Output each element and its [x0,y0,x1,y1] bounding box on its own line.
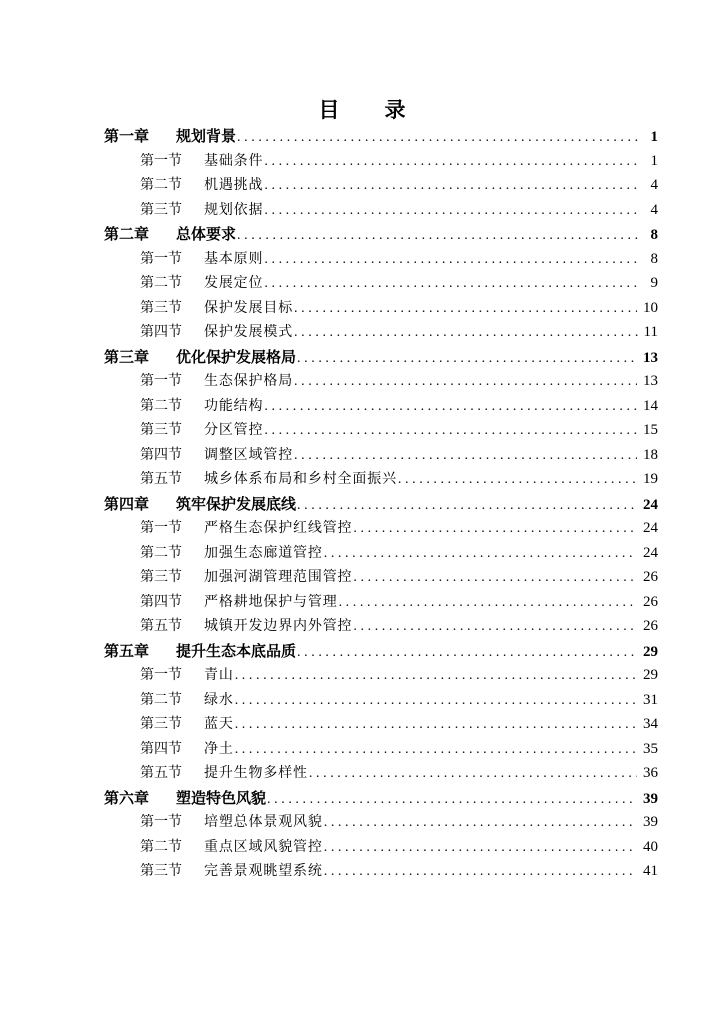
section-name: 加强生态廊道管控 [204,544,323,561]
dot-leader [294,297,637,321]
toc-section-entry[interactable] [104,320,658,345]
chapter-name: 总体要求 [176,225,237,243]
section-name: 规划依据 [204,201,264,218]
toc-section-entry[interactable] [104,737,658,762]
toc-section-entry[interactable] [104,761,658,786]
section-number: 第一节 [140,667,182,683]
dot-leader [353,566,637,590]
section-label [140,859,323,884]
section-label [140,835,323,860]
section-label [140,688,234,713]
chapter-name: 筑牢保护发展底线 [176,494,297,513]
section-label [140,737,234,762]
toc-section-entry[interactable] [104,198,658,223]
section-number: 第二节 [140,177,182,193]
section-label [140,296,293,321]
toc-section-entry[interactable] [104,541,658,566]
dot-leader [264,272,638,296]
chapter-number: 第二章 [104,225,150,243]
dot-leader [237,224,638,247]
section-number: 第三节 [140,201,182,218]
section-label [140,394,263,419]
section-name: 机遇挑战 [204,177,264,193]
section-number: 第一节 [140,373,182,389]
section-number: 第一节 [140,152,182,169]
section-number: 第三节 [140,299,182,316]
section-name: 净土 [204,740,234,757]
dot-leader [294,370,637,394]
section-number: 第一节 [140,814,182,830]
section-label [140,712,234,737]
section-name: 保护发展模式 [204,324,294,340]
chapter-name: 优化保护发展格局 [176,347,297,366]
dot-leader [264,174,638,198]
chapter-number: 第四章 [104,494,150,513]
section-label [140,247,263,272]
section-page-number: 9 [650,275,658,291]
chapter-name: 规划背景 [176,127,237,145]
section-label [140,173,263,198]
chapter-page-number: 39 [643,790,658,807]
dot-leader [353,615,637,639]
chapter-label [104,345,296,370]
section-page-number: 34 [643,716,658,732]
toc-section-entry[interactable] [104,418,658,443]
section-name: 青山 [204,667,234,683]
section-page-number: 24 [643,544,658,561]
chapter-label [104,222,236,247]
section-page-number: 10 [643,299,658,316]
toc-section-entry[interactable] [104,369,658,394]
section-page-number: 18 [643,446,658,463]
section-page-number: 29 [643,667,658,683]
section-label [140,516,352,541]
chapter-label [104,786,266,811]
chapter-page-number: 13 [643,349,658,366]
dot-leader [297,347,637,370]
section-page-number: 15 [643,422,658,438]
section-name: 重点区域风貌管控 [204,838,323,855]
section-page-number: 13 [643,373,658,389]
chapter-page-number: 1 [650,129,658,145]
dot-leader [324,836,637,860]
section-page-number: 26 [643,569,658,585]
toc-section-entry[interactable] [104,835,658,860]
section-number: 第三节 [140,716,182,732]
section-label [140,149,263,174]
dot-leader [267,788,637,811]
section-label [140,443,293,468]
section-number: 第四节 [140,324,182,340]
section-name: 功能结构 [204,397,264,414]
section-page-number: 1 [650,152,658,169]
toc-section-entry[interactable] [104,394,658,419]
section-number: 第五节 [140,618,182,634]
toc-section-entry[interactable] [104,590,658,615]
toc-chapter-entry[interactable] [104,786,658,811]
chapter-label [104,492,296,517]
dot-leader [264,248,638,272]
dot-leader [398,468,637,492]
section-page-number: 11 [643,324,658,340]
section-name: 保护发展目标 [204,299,294,316]
section-page-number: 19 [643,471,658,487]
section-number: 第二节 [140,838,182,855]
toc-section-entry[interactable] [104,663,658,688]
chapter-page-number: 8 [650,227,658,243]
toc-chapter-entry[interactable] [104,345,658,370]
section-label [140,198,263,223]
section-name: 严格生态保护红线管控 [204,520,353,536]
section-number: 第二节 [140,275,182,291]
chapter-number: 第六章 [104,788,150,807]
section-number: 第三节 [140,863,182,879]
section-label [140,761,308,786]
section-name: 调整区域管控 [204,446,294,463]
section-name: 基础条件 [204,152,264,169]
section-name: 分区管控 [204,422,264,438]
section-page-number: 26 [643,618,658,634]
dot-leader [264,419,637,443]
toc-section-entry[interactable] [104,565,658,590]
section-number: 第三节 [140,422,182,438]
toc-section-entry[interactable] [104,271,658,296]
toc-section-entry[interactable] [104,614,658,639]
section-label [140,320,293,345]
chapter-number: 第三章 [104,347,150,366]
section-label [140,810,323,835]
dot-leader [264,199,638,223]
dot-leader [235,664,637,688]
section-number: 第二节 [140,397,182,414]
toc-title: 目 录 [318,98,425,122]
toc-section-entry[interactable] [104,516,658,541]
section-number: 第四节 [140,446,182,463]
toc-section-entry[interactable] [104,296,658,321]
section-page-number: 41 [643,863,658,879]
section-page-number: 8 [650,250,658,267]
section-page-number: 14 [643,397,658,414]
section-page-number: 24 [643,520,658,536]
dot-leader [339,591,637,615]
table-of-contents [104,124,658,884]
toc-section-entry[interactable] [104,712,658,737]
section-page-number: 26 [643,593,658,610]
section-name: 培塑总体景观风貌 [204,814,323,830]
toc-chapter-entry[interactable] [104,639,658,664]
toc-section-entry[interactable] [104,688,658,713]
chapter-page-number: 29 [643,643,658,660]
toc-section-entry[interactable] [104,247,658,272]
section-number: 第五节 [140,765,182,781]
chapter-label [104,124,236,149]
toc-section-entry[interactable] [104,149,658,174]
section-number: 第二节 [140,544,182,561]
dot-leader [294,321,638,345]
section-page-number: 4 [650,201,658,218]
dot-leader [264,395,637,419]
dot-leader [324,542,637,566]
toc-section-entry[interactable] [104,443,658,468]
section-page-number: 36 [643,765,658,781]
chapter-name: 塑造特色风貌 [176,788,267,807]
section-number: 第二节 [140,691,182,708]
section-label [140,590,338,615]
dot-leader [297,641,637,664]
toc-chapter-entry[interactable] [104,124,658,149]
section-name: 城乡体系布局和乡村全面振兴 [204,471,397,487]
section-label [140,541,323,566]
dot-leader [235,738,637,762]
section-number: 第一节 [140,250,182,267]
dot-leader [309,762,637,786]
section-page-number: 4 [650,177,658,193]
section-name: 严格耕地保护与管理 [204,593,338,610]
section-name: 蓝天 [204,716,234,732]
chapter-number: 第一章 [104,127,150,145]
chapter-page-number: 24 [643,496,658,513]
dot-leader [235,689,637,713]
toc-section-entry[interactable] [104,173,658,198]
chapter-number: 第五章 [104,641,150,660]
chapter-name: 提升生态本底品质 [176,641,297,660]
toc-chapter-entry[interactable] [104,492,658,517]
section-page-number: 31 [643,691,658,708]
section-label [140,369,293,394]
section-label [140,565,352,590]
section-label [140,663,234,688]
dot-leader [324,811,637,835]
section-number: 第四节 [140,593,182,610]
toc-section-entry[interactable] [104,810,658,835]
section-number: 第五节 [140,471,182,487]
section-number: 第一节 [140,520,182,536]
section-name: 基本原则 [204,250,264,267]
toc-chapter-entry[interactable] [104,222,658,247]
dot-leader [353,517,637,541]
dot-leader [324,860,637,884]
dot-leader [297,494,637,517]
section-name: 提升生物多样性 [204,765,308,781]
section-name: 绿水 [204,691,234,708]
section-label [140,418,263,443]
dot-leader [264,150,638,174]
toc-section-entry[interactable] [104,859,658,884]
dot-leader [237,126,638,149]
section-name: 加强河湖管理范围管控 [204,569,353,585]
dot-leader [235,713,637,737]
section-name: 城镇开发边界内外管控 [204,618,353,634]
chapter-label [104,639,296,664]
section-name: 发展定位 [204,275,264,291]
section-page-number: 40 [643,838,658,855]
toc-section-entry[interactable] [104,467,658,492]
section-name: 完善景观眺望系统 [204,863,323,879]
section-number: 第四节 [140,740,182,757]
dot-leader [294,444,637,468]
section-label [140,467,397,492]
section-name: 生态保护格局 [204,373,294,389]
section-label [140,614,352,639]
section-label [140,271,263,296]
section-number: 第三节 [140,569,182,585]
section-page-number: 35 [643,740,658,757]
section-page-number: 39 [643,814,658,830]
